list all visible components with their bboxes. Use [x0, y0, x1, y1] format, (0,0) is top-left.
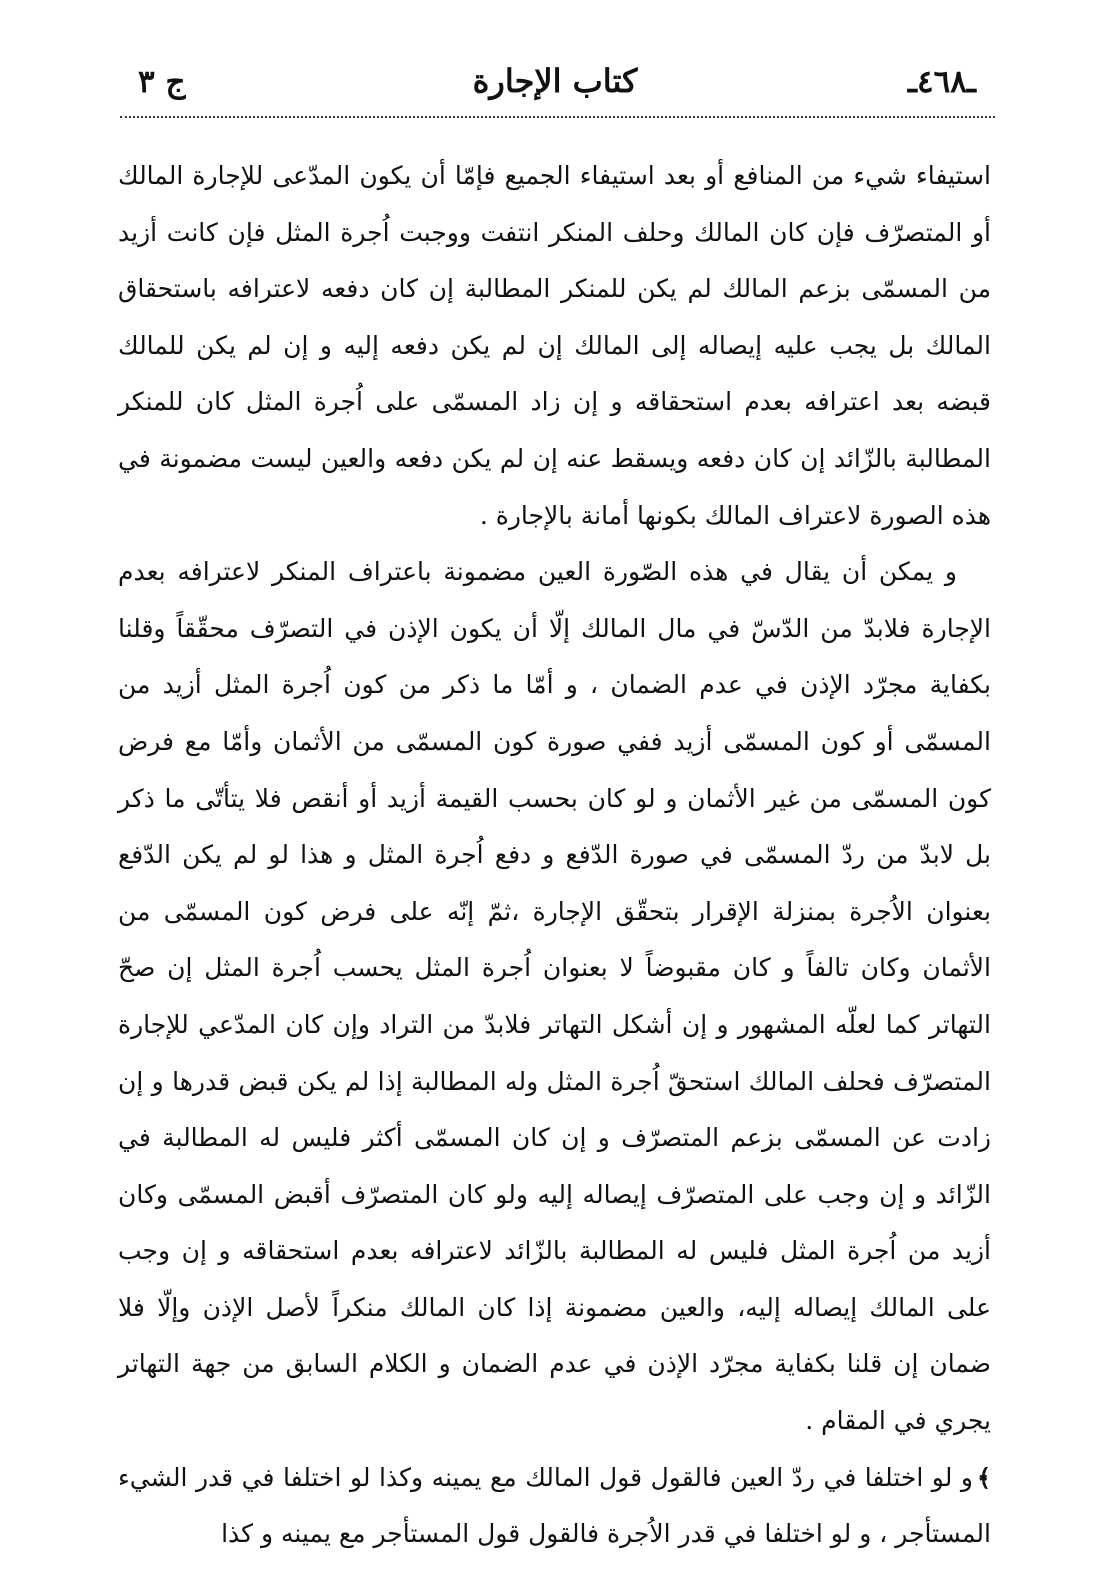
paragraph-2: و يمكن أن يقال في هذه الصّورة العين مضمونة باعتراف المنكر لاعترافه بعدم الإجارة فلابدّ من الدّسّ في مال المالك إلّا أن يكون الإذن في التصرّف محقّقاً وقلنا بكفاية مجرّد الإذن في عدم الضمان ، و أمّا ما ذكر من كون اُجرة المثل أزيد من المسمّى أو كون المسمّى أزيد ففي صورة كون المسمّى من الأثمان وأمّا مع فرض كون المسمّى من غير الأثمان و لو كان بحسب القيمة أزيد أو أنقص فلا يتأتّى ما ذكر بل لابدّ من ردّ المسمّى في صورة الدّفع و دفع اُجرة المثل و هذا لو لم يكن الدّفع بعنوان الاُجرة بمنزلة الإقرار بتحقّق الإجارة ،ثمّ إنّه على فرض كون المسمّى من الأثمان وكان تالفاً و كان مقبوضاً لا بعنوان اُجرة المثل يحسب اُجرة المثل إن صحّ التهاتر كما لعلّه المشهور و إن أشكل التهاتر فلابدّ من التراد وإن كان المدّعي للإجارة المتصرّف فحلف المالك استحقّ اُجرة المثل وله المطالبة إذا لم يكن قبض قدرها و إن زادت عن المسمّى بزعم المتصرّف و إن كان المسمّى أكثر فليس له المطالبة في الزّائد و إن وجب على المتصرّف إيصاله إليه ولو كان المتصرّف أقبض المسمّى وكان أزيد من اُجرة المثل فليس له المطالبة بالزّائد لاعترافه بعدم استحقاقه و إن وجب على المالك إيصاله إليه، والعين مضمونة إذا كان المالك منكراً لأصل الإذن وإلّا فلا ضمان إن قلنا بكفاية مجرّد الإذن في عدم الضمان و الكلام السابق من جهة التهاتر يجري في المقام .: [118, 557, 991, 1436]
page-number: ـ٤٦٨ـ: [907, 64, 976, 100]
header-divider: [120, 116, 995, 118]
paragraph-3: [118, 1450, 991, 1563]
paragraph-3-text: و لو اختلفا في ردّ العين فالقول قول المالك مع يمينه وكذا لو اختلفا في قدر الشيء المستأجر ، و لو اختلفا في قدر الاُجرة فالقول قول المستأجر مع يمينه و كذا: [118, 1462, 991, 1549]
section-marker: ﴾: [976, 1462, 991, 1492]
page-header: [120, 62, 990, 112]
book-title: كتاب الإجارة: [472, 62, 638, 100]
volume-label: ج ٣: [138, 64, 186, 100]
body-text: [118, 148, 991, 1563]
paragraph-1: استيفاء شيء من المنافع أو بعد استيفاء الجميع فإمّا أن يكون المدّعى للإجارة المالك أو المتصرّف فإن كان المالك وحلف المنكر انتفت ووجبت اُجرة المثل فإن كانت أزيد من المسمّى بزعم المالك لم يكن للمنكر المطالبة إن كان دفعه لاعترافه باستحقاق المالك بل يجب عليه إيصاله إلى المالك إن لم يكن دفعه إليه و إن لم يكن للمالك قبضه بعد اعترافه بعدم استحقاقه و إن زاد المسمّى على اُجرة المثل كان للمنكر المطالبة بالزّائد إن كان دفعه ويسقط عنه إن لم يكن دفعه والعين ليست مضمونة في هذه الصورة لاعتراف المالك بكونها أمانة بالإجارة .: [118, 161, 991, 530]
